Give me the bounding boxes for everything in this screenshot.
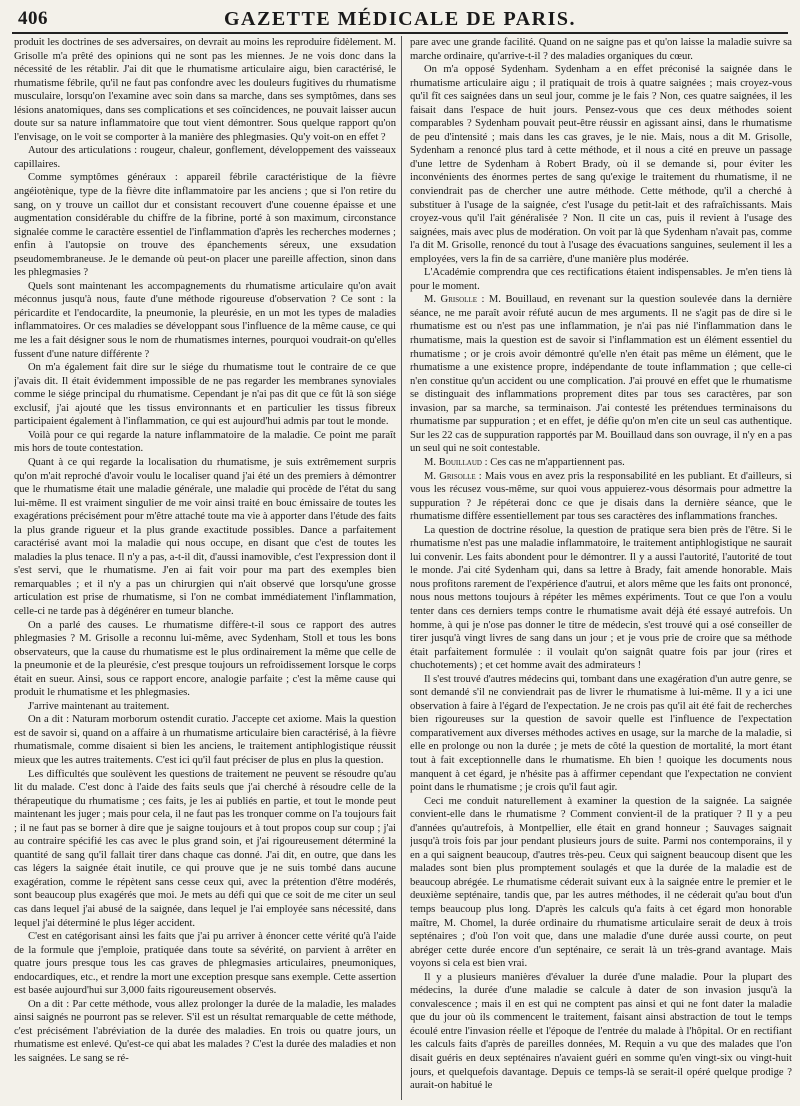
paragraph <box>14 456 396 619</box>
paragraph-text: La question de doctrine résolue, la question de pratique sera bien près de l'être. Si le rhumatisme n'est pas une maladie inflammatoire, le traitement antiphlogistique ne saurait lui convenir. Les faits abondent pour le démontrer. Il y a aussi l'autorité, l'autorité de tout le monde. J'ai cité Sydenham qui, dans sa lettre à Brady, fait amende honorable. Mais nous profitons rarement de l'expérience d'autrui, et alors même que les faits ont prononcé, nous nous mettons toujours à répéter les mêmes expériments. Tout ce que l'on a voulu tenter dans ces derniers temps contre le rhumatisme avait déjà été essayé autrefois. Un homme, à qui je n'ose pas donner le titre de médecin, s'est trouvé qui a osé conseiller de tirer jusqu'à vingt livres de sang dans un jour ; et je vous prie de croire que sa méthode était parfaitement formulée : il voulait qu'on saignât quatre fois par jour (rires et chuchotements) ; et cet homme avait des admirateurs ! <box>410 524 792 672</box>
paragraph-text: produit les doctrines de ses adversaires, on devrait au moins les reproduire fidèlement. M. Grisolle m'a prêté des opinions qui ne sont pas les miennes. Je ne vois donc dans la nécessité de les rétablir. J'ai dit que le rhumatisme articulaire aigu, bien caractérisé, le rhumatisme fébrile, qu'il ne faut pas confondre avec les douleurs fugitives du rhumatisme musculaire, lorsqu'on l'examine avec soin dans sa marche, dans ses symptômes, dans ses lésions anatomiques, dans ses complications et ses coïncidences, ne pouvait laisser aucun doute sur sa nature inflammatoire que tout vient démontrer. Sous quelque rapport qu'on l'envisage, on le voit se comporter à la manière des phlegmasies. Qu'y voit-on en effet ? <box>14 37 396 143</box>
paragraph <box>410 971 792 1093</box>
paragraph <box>14 36 396 144</box>
paragraph-text: On a parlé des causes. Le rhumatisme diffère-t-il sous ce rapport des autres phlegmasies ? M. Grisolle a reconnu lui-même, avec Sydenham, Stoll et tous les bons observateurs, que la cause du rhumatisme est le plus ordinairement la même que celle de la pneumonie et de la pleurésie, c'est presque toujours un refroidissement lorsque le corps était en sueur. Ainsi, sous ce rapport encore, analogie parfaite ; c'est la même cause qui produit le rhumatisme et les phlegmasies. <box>14 619 396 699</box>
paragraph <box>14 930 396 998</box>
left-column <box>14 36 396 1100</box>
paragraph-text: On a dit : Par cette méthode, vous allez prolonger la durée de la maladie, les malades ainsi saignés ne pourront pas se relever. S'il est un résultat remarquable de cette méthode, c'est précisément l'abréviation de la durée des maladies. En trois ou quatre jours, un rhumatisme est enlevé. Qu'est-ce qui abat les malades ? C'est la durée des maladies et non les saignées. Le sang se ré- <box>14 998 396 1065</box>
paragraph-text: C'est en catégorisant ainsi les faits que j'ai pu arriver à énoncer cette vérité qu'à l'aide de la formule que j'emploie, pratiquée dans toute sa sévérité, on parvient à arrêter en quatre jours presque tous les cas graves de phlegmasies articulaires, pneumoniques, endocardiques, etc., et rendre la mort une exception presque sans exemple. Cette assertion est basée aujourd'hui sur 3,000 faits rigoureusement observés. <box>14 931 396 997</box>
paragraph-text: Comme symptômes généraux : appareil fébrile caractéristique de la fièvre angéiotènique, type de la fièvre dite inflammatoire par les anciens ; que si l'on retire du sang, on y trouve un caillot dur et consistant recouvert d'une couenne épaisse et une augmentation considérable du chiffre de la fibrine, porté à son maximum, circonstance signalée comme le caractère essentiel de l'inflammation d'après les recherches modernes ; enfin à l'autopsie on trouve des épanchements séreux, une exsudation pseudomembraneuse. Je le demande où peut-on placer une pareille affection, sinon dans les phlegmasies ? <box>14 172 396 279</box>
paragraph <box>410 470 792 524</box>
paragraph-text: L'Académie comprendra que ces rectifications étaient indispensables. Je m'en tiens là pour le moment. <box>410 267 792 292</box>
paragraph-text: : M. Bouillaud, en revenant sur la question soulevée dans la dernière séance, ne me paraît avoir réfuté aucun de mes arguments. Il ne s'agit pas de dire si le rhumatisme est ou n'est pas une inflammation, je n'ai pas nié l'inflammation dans le rhumatisme, mais la question est de savoir si l'inflammation est un élément essentiel du rhumatisme ; or je crois avoir démontré qu'elle n'en était pas même un élément, que le rhumatisme a une existence propre, indépendante de toute inflammation ; que celle-ci n'en constitue qu'un accident ou une complication. J'ai prouvé en effet que le rhumatisme se distinguait des inflammations proprement dites par tous ses caractères, par son invasion, par sa marche, sa terminaison. J'ai contesté les prétendues terminaisons du rhumatisme par suppuration ; et en effet, je défie qu'on m'en cite un seul cas authentique. Sur les 22 cas de suppuration rapportés par M. Bouillaud dans son ouvrage, il n'y en a pas un seul qui ne soit contestable. <box>410 294 792 455</box>
paragraph-text: On m'a également fait dire sur le siége du rhumatisme tout le contraire de ce que j'avais dit. Il était évidemment impossible de ne pas regarder les membranes synoviales comme le siége principal du rhumatisme. Cependant je n'ai pas dit que ce fût là son siége exclusif, j'ai ajouté que les tissus environnants et en particulier les tissus fibreux participaient également à l'inflammation, ce qui est aujourd'hui admis par tout le monde. <box>14 362 396 428</box>
paragraph-text: pare avec une grande facilité. Quand on ne saigne pas et qu'on laisse la maladie suivre sa marche ordinaire, qu'arrive-t-il ? des maladies organiques du cœur. <box>410 37 792 62</box>
paragraph <box>14 361 396 429</box>
paragraph <box>410 795 792 971</box>
paragraph <box>410 456 792 470</box>
page-header <box>12 8 788 34</box>
paragraph <box>410 36 792 63</box>
paragraph-text: Ceci me conduit naturellement à examiner la question de la saignée. La saignée convient-elle dans le rhumatisme ? Comment convient-il de la pratiquer ? Il y a peu d'années qu'autrefois, à Montpellier, elle était en grand honneur ; Sauvages saignait jusqu'à trois fois par jour pendant plusieurs jours de suite. Parmi nos contemporains, il y en a qui saignent beaucoup, d'autres très-peu. Ceux qui saignent beaucoup disent que les malades sont bien plus promptement soulagés et que la durée de la maladie est de beaucoup abrégée. Le rhumatisme céderait suivant eux à la saignée entre le premier et le deuxième septénaire, tandis que, par les autres méthodes, il ne céderait qu'au bout d'un temps beaucoup plus long. D'après les calculs qu'a faits à cet égard mon honorable maître, M. Chomel, la durée ordinaire du rhumatisme articulaire serait de deux à trois septénaires ; d'où l'on voit que, dans une maladie d'une durée aussi courte, on peut abréger cette durée encore d'un septénaire, ce serait là un très-grand avantage. Mais voyons si cela est bien vrai. <box>410 795 792 970</box>
paragraph <box>410 673 792 795</box>
paragraph-text: Les difficultés que soulèvent les questions de traitement ne peuvent se résoudre qu'au lit du malade. C'est donc à l'aide des faits seuls que j'ai cherché à résoudre celle de la thérapeutique du rhumatisme ; ces faits, je les ai publiés en partie, et tout le monde peut maintenant les juger ; mais pour cela, il ne faut pas les tronquer comme on l'a toujours fait ; il ne faut pas se borner à dire que je saigne toujours et à tout propos coup sur coup ; j'ai au contraire spécifié les cas avec le plus grand soin, et j'ai rigoureusement déterminé la quantité de sang qu'il fallait tirer dans chaque cas donné. J'ai dit, en outre, que dans les cas légers la saignée était inutile, ce qui prouve que je ne suis tombé dans aucune exagération, comme le répètent sans cesse ceux qui, avec la prétention d'être modérés, sont beaucoup plus exagérés que moi. Je mets au défi qui que ce soit de me citer un seul cas dans lequel j'ai abusé de la saignée, dans lequel je l'ai employée sans nécessité, dans lequel j'ai déterminé le plus léger accident. <box>14 768 396 929</box>
right-column <box>410 36 792 1100</box>
page-number: 406 <box>18 8 48 29</box>
paragraph <box>14 144 396 171</box>
paragraph <box>14 280 396 361</box>
paragraph <box>14 171 396 279</box>
paragraph-text: Voilà pour ce qui regarde la nature inflammatoire de la maladie. Ce point me paraît mis hors de toute contestation. <box>14 429 396 455</box>
paragraph-text: : Ces cas ne m'appartiennent pas. <box>481 456 625 468</box>
column-divider <box>401 36 402 1100</box>
speaker-name: M. Grisolle <box>424 470 476 482</box>
paragraph-text: Autour des articulations : rougeur, chaleur, gonflement, développement des vaisseaux capillaires. <box>14 145 396 170</box>
paragraph <box>14 619 396 700</box>
paragraph <box>14 713 396 767</box>
paragraph-text: : Mais vous en avez pris la responsabilité en les publiant. Et d'ailleurs, si vous les récusez vous-même, sur quoi vous appuierez-vous désormais pour admettre la suppuration ? Je répéterai donc ce que je disais dans la dernière séance, que le rhumatisme diffère essentiellement par tous ses caractères des inflammations franches. <box>410 470 792 523</box>
speaker-name: M. Grisolle <box>424 294 477 306</box>
paragraph <box>410 293 792 456</box>
paragraph-text: On a dit : Naturam morborum ostendit curatio. J'accepte cet axiome. Mais la question est de savoir si, quand on a affaire à un rhumatisme articulaire bien caractérisé, à la fièvre rhumatismale, comme disaient si bien les anciens, le traitement antiphlogistique réussit mieux que les autres traitements. C'est ici qu'il faut préciser de plus en plus la question. <box>14 714 396 766</box>
paragraph-text: On m'a opposé Sydenham. Sydenham a en effet préconisé la saignée dans le rhumatisme articulaire aigu ; il pratiquait de trois à quatre saignées ; mais croyez-vous qu'il fît ces saignées dans un seul jour, comme je le fais ? Non, ces quatre saignées, il les faisait dans l'espace de huit jours. Pensez-vous que ces deux méthodes soient comparables ? Sydenham pouvait peut-être réussir en agissant ainsi, dans le rhumatisme de peu d'intensité ; mais dans les cas graves, je le nie. Mais, nous a dit M. Grisolle, Sydenham a renoncé plus tard à cette méthode, et il nous a cité en preuve un passage d'une lettre de Sydenham à Robert Brady, où il se demande si, pour éviter les inconvénients des énormes pertes de sang qu'exige le traitement du rhumatisme, il ne conviendrait pas de chercher une autre méthode. Cette méthode, qu'il a cherché à substituer à l'usage de la saignée, c'est l'usage du petit-lait et des rafraîchissants. Mais croyez-vous qu'il l'ait généralisée ? Non. Il cite un cas, puis il revient à l'usage des saignées, mais avec plus de modération. On voit par là que Sydenham n'avait pas, comme l'a dit M. Grisolle, renoncé du tout à l'usage des évacuations sanguines, seulement il les a employées, vers la fin de sa carrière, d'une manière plus modérée. <box>410 64 792 265</box>
paragraph <box>14 998 396 1066</box>
paragraph <box>14 700 396 714</box>
paragraph <box>410 266 792 293</box>
paragraph-text: Il y a plusieurs manières d'évaluer la durée d'une maladie. Pour la plupart des médecins, la durée d'une maladie se calcule à dater de son invasion jusqu'à la convalescence ; mais il en est qui ne comptent pas ainsi et qui ne font dater la maladie que du jour où ils commencent le traitement, faisant ainsi abstraction de tout le temps écoulé entre l'invasion réelle et l'époque de l'entrée du malade à l'hôpital. Or en rectifiant les calculs faits d'après de pareilles données, M. Requin a vu que des malades que l'on disait guéris en deux septénaires n'avaient guéri en somme qu'en vingt-six ou vingt-huit jours, et quelquefois davantage. Depuis ce temps-là se serait-il opéré quelque prodige ? aurait-on habitué le <box>410 971 792 1092</box>
paragraph <box>14 429 396 456</box>
paragraph <box>410 63 792 266</box>
paragraph-text: J'arrive maintenant au traitement. <box>28 700 170 712</box>
paragraph-text: Il s'est trouvé d'autres médecins qui, tombant dans une exagération d'un autre genre, se sont demandé s'il ne conviendrait pas de livrer le rhumatisme à lui-même. Il y a ici une observation à faire à l'égard de l'expectation. Je ne crois pas qu'il ait été fait de recherches bien rigoureuses sur la question de savoir quelle est l'influence de l'expectation comparativement aux diverses méthodes actives en usage, sur la marche de la maladie, si elle en prolonge ou non la durée ; je mets de côté la question de mortalité, la mort étant tout à fait exceptionnelle dans le rhumatisme. Eh bien ! quoique les documents nous manquent à cet égard, je n'hésite pas à affirmer cependant que l'expectation ne convient point dans le rhumatisme ; je crois qu'il faut agir. <box>410 673 792 794</box>
paragraph <box>14 768 396 931</box>
speaker-name: M. Bouillaud <box>424 456 482 468</box>
paragraph <box>410 524 792 673</box>
paragraph-text: Quant à ce qui regarde la localisation du rhumatisme, je suis extrêmement surpris qu'on m'ait reproché d'avoir voulu le localiser quand j'ai été un des premiers à démontrer que le rhumatisme était une maladie générale, une maladie qui procède de l'état du sang lui-même. Il est vraiment singulier de me voir ainsi traité en bouc émissaire de toutes les exagérations précisément pour m'être attaché toute ma vie à apporter dans l'étude des faits la plus grande rigueur et la plus grande exactitude possibles. Dance a parfaitement caractérisé avant moi la maladie qui nous occupe, en disant que c'est de toutes les maladies la plus tenace. Il n'y a pas, a-t-il dit, d'aussi inamovible, c'est l'expression dont il s'est servi, que le rhumatisme. J'en ai fait voir pour ma part des exemples bien remarquables ; et il n'y a pas un chirurgien qui n'ait observé que lorsqu'une grosse articulation est prise de rhumatisme, si l'on ne combat immédiatement l'inflammation, celle-ci ne tarde pas à dégénérer en tumeur blanche. <box>14 456 396 617</box>
paragraph-text: Quels sont maintenant les accompagnements du rhumatisme articulaire qu'on avait méconnus jusqu'à nous, faute d'une méthode rigoureuse d'observation ? Ce sont : la péricardite et l'endocardite, la pneumonie, la pleurésie, en un mot les types de maladies inflammatoires. Or ces maladies se développant sous l'influence de la même cause, ce qui me les a fait désigner sous le nom de rhumatismes internes, pourquoi voudrait-on qu'elles fussent d'une nature différente ? <box>14 280 396 360</box>
journal-title: GAZETTE MÉDICALE DE PARIS. <box>223 8 577 30</box>
